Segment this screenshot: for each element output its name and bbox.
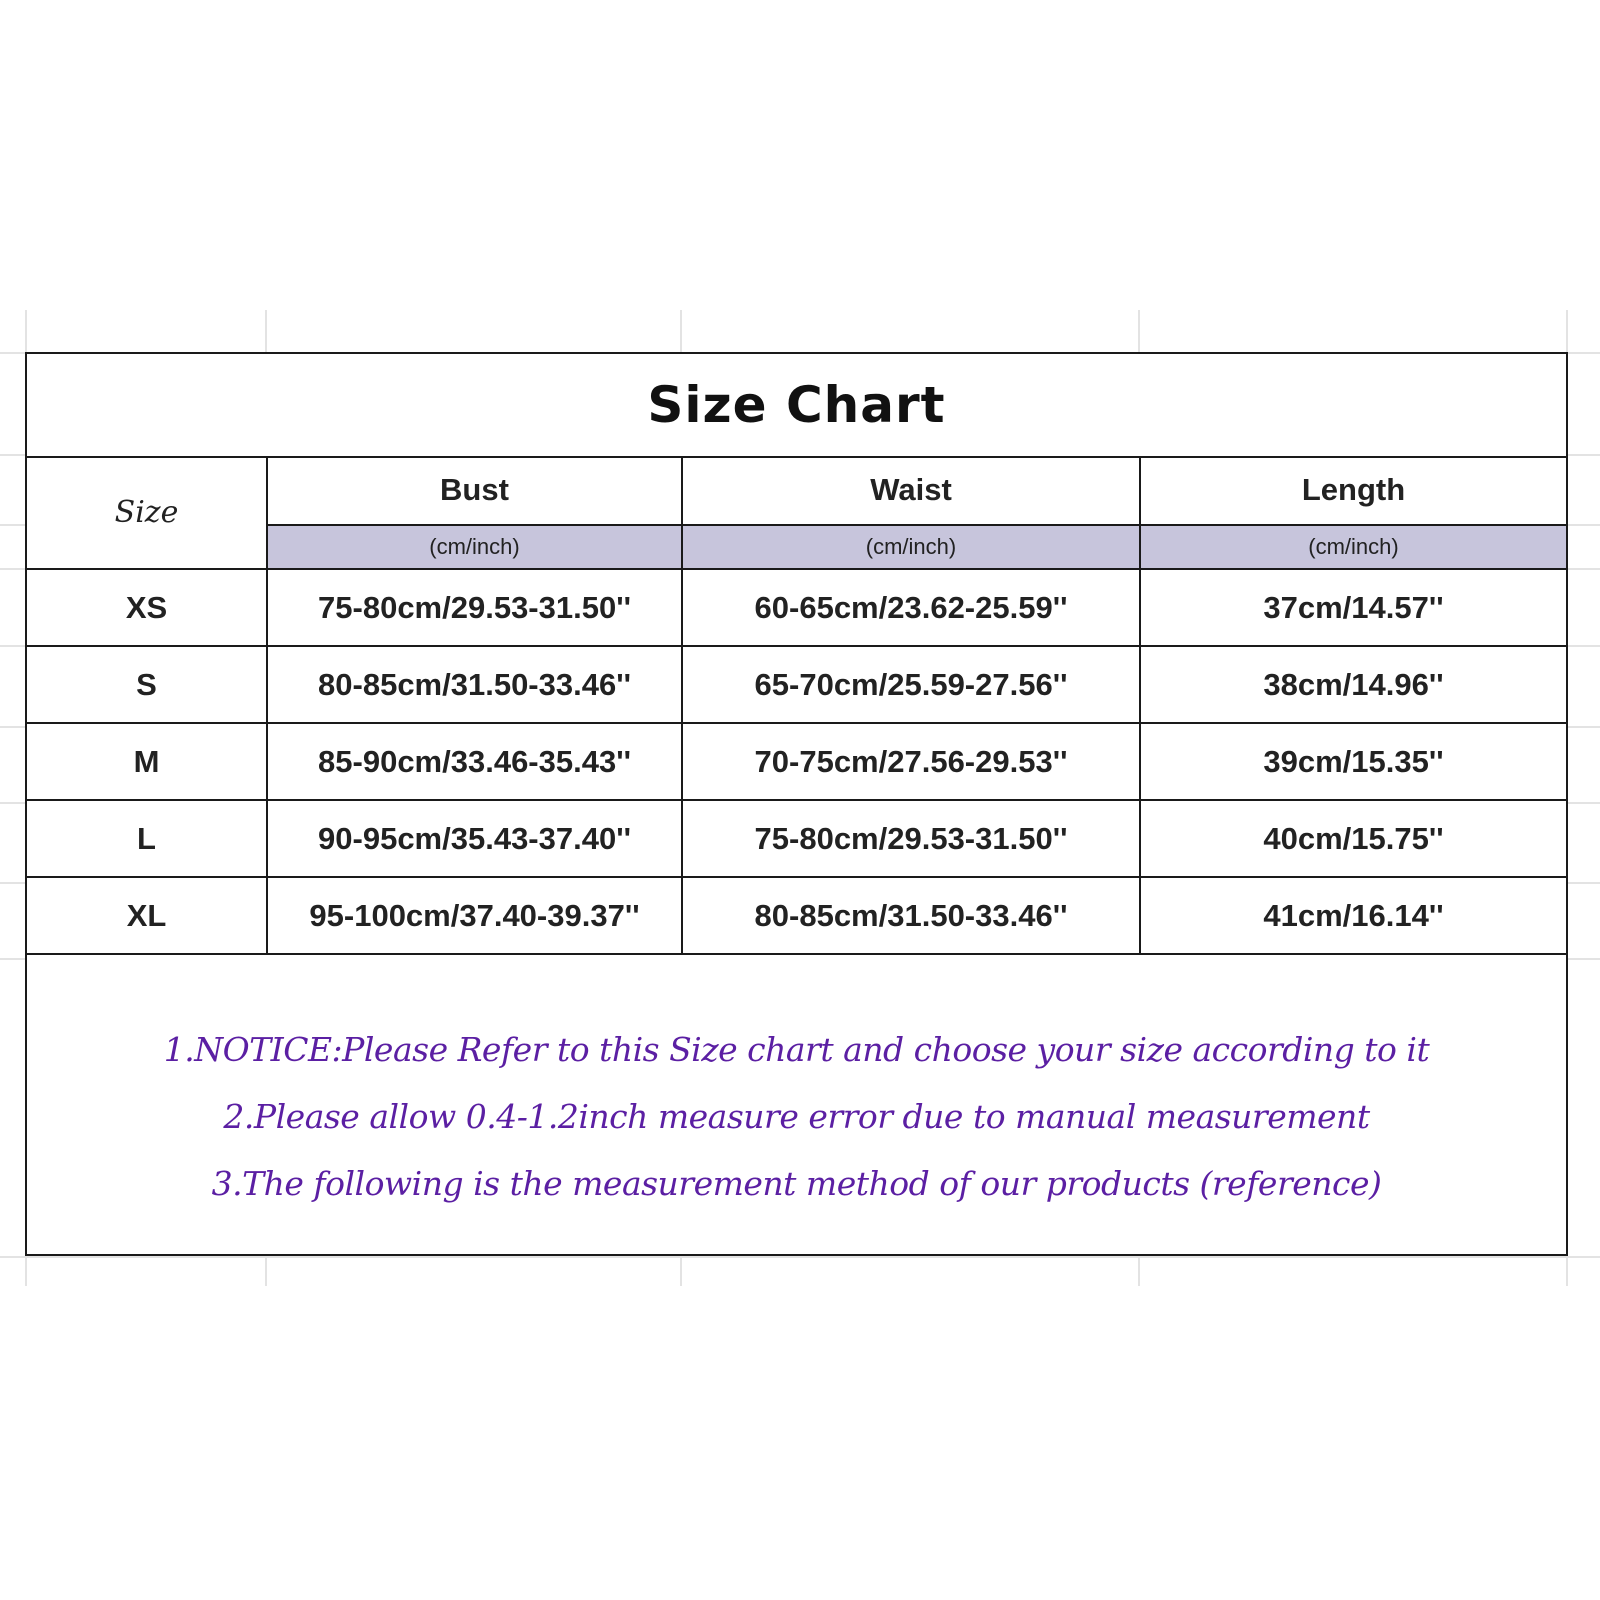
- size-cell: S: [27, 646, 267, 723]
- waist-cell: 70-75cm/27.56-29.53'': [682, 723, 1140, 800]
- length-cell: 38cm/14.96'': [1140, 646, 1566, 723]
- bust-cell: 75-80cm/29.53-31.50'': [267, 569, 682, 646]
- table-row: [27, 877, 1566, 954]
- waist-cell: 60-65cm/23.62-25.59'': [682, 569, 1140, 646]
- unit-label-length: (cm/inch): [1140, 525, 1566, 569]
- bust-cell: 90-95cm/35.43-37.40'': [267, 800, 682, 877]
- unit-label-waist: (cm/inch): [682, 525, 1140, 569]
- bust-cell: 85-90cm/33.46-35.43'': [267, 723, 682, 800]
- table-row: [27, 569, 1566, 646]
- column-header-waist: Waist: [682, 456, 1140, 525]
- table-row: [27, 800, 1566, 877]
- table-row: [27, 646, 1566, 723]
- note-line: 2.Please allow 0.4-1.2inch measure error due to manual measurement: [223, 1097, 1370, 1136]
- size-header: Size: [27, 456, 267, 569]
- header-row: [27, 456, 1566, 525]
- bust-cell: 95-100cm/37.40-39.37'': [267, 877, 682, 954]
- waist-cell: 65-70cm/25.59-27.56'': [682, 646, 1140, 723]
- waist-cell: 80-85cm/31.50-33.46'': [682, 877, 1140, 954]
- column-header-length: Length: [1140, 456, 1566, 525]
- size-chart: [25, 352, 1568, 1256]
- size-cell: XS: [27, 569, 267, 646]
- length-cell: 37cm/14.57'': [1140, 569, 1566, 646]
- page-title: Size Chart: [647, 376, 946, 434]
- note-line: 3.The following is the measurement method of our products (reference): [211, 1164, 1382, 1203]
- length-cell: 41cm/16.14'': [1140, 877, 1566, 954]
- notes-section: [27, 960, 1566, 1254]
- bust-cell: 80-85cm/31.50-33.46'': [267, 646, 682, 723]
- size-table: [27, 456, 1566, 955]
- size-cell: L: [27, 800, 267, 877]
- note-line: 1.NOTICE:Please Refer to this Size chart and choose your size according to it: [163, 1030, 1430, 1069]
- title-row: [27, 354, 1566, 458]
- size-cell: M: [27, 723, 267, 800]
- length-cell: 40cm/15.75'': [1140, 800, 1566, 877]
- length-cell: 39cm/15.35'': [1140, 723, 1566, 800]
- table-row: [27, 723, 1566, 800]
- waist-cell: 75-80cm/29.53-31.50'': [682, 800, 1140, 877]
- unit-label-bust: (cm/inch): [267, 525, 682, 569]
- column-header-bust: Bust: [267, 456, 682, 525]
- gridline: [0, 1256, 1600, 1258]
- size-cell: XL: [27, 877, 267, 954]
